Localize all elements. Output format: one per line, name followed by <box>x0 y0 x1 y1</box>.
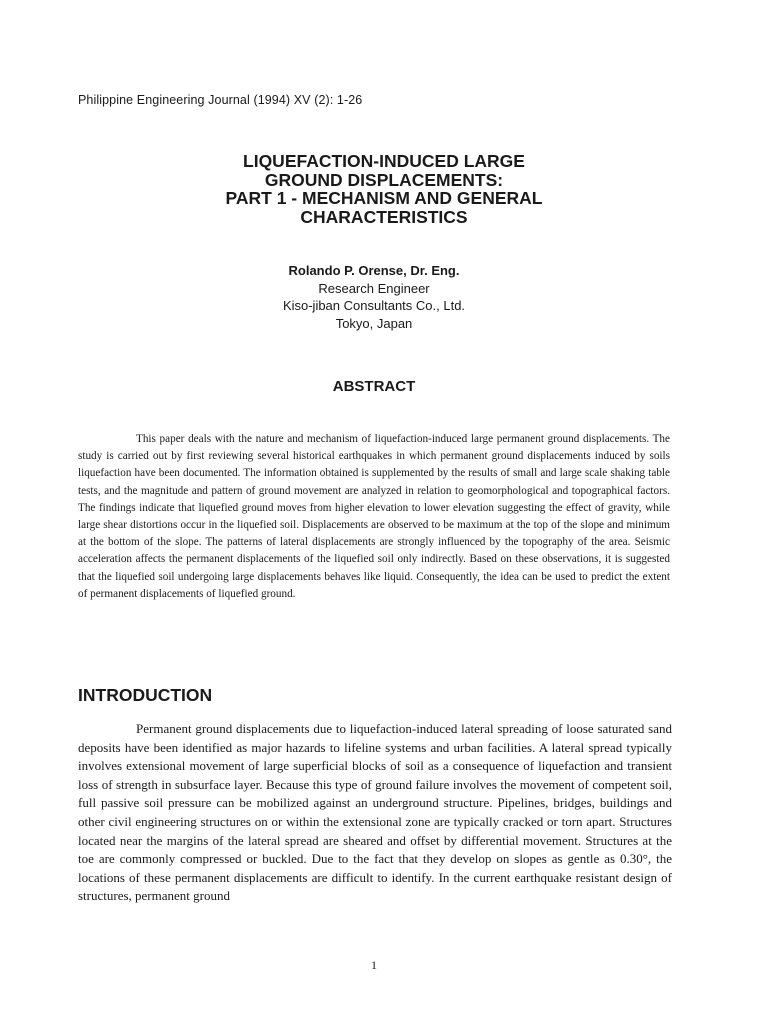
abstract-heading: ABSTRACT <box>332 378 416 395</box>
author-location: Tokyo, Japan <box>335 315 413 331</box>
introduction-heading: INTRODUCTION <box>78 685 213 705</box>
author-affiliation: Kiso-jiban Consultants Co., Ltd. <box>282 298 466 313</box>
introduction-section <box>78 720 672 906</box>
journal-reference: Philippine Engineering Journal (1994) XV (2): 1-26 <box>78 93 363 107</box>
abstract-section <box>78 431 670 603</box>
author-position: Research Engineer <box>318 280 430 296</box>
title-line-1: LIQUEFACTION-INDUCED LARGE <box>243 151 525 171</box>
author-name: Rolando P. Orense, Dr. Eng. <box>288 263 460 278</box>
abstract-paragraph: This paper deals with the nature and mechanism of liquefaction-induced large permanent ground displacements. The study is carried out by first reviewing several historical earthquakes in which permanent ground displacements induced by soils liquefaction have been documented. The information obtained is supplemented by the results of small and large scale shaking table tests, and the magnitude and pattern of ground movement are analyzed in relation to geomorphological and topographical factors. The findings indicate that liquefied ground moves from higher elevation to lower elevation suggesting the effect of gravity, while large shear distortions occur in the liquefied soil. Displacements are observed to be maximum at the top of the slope and minimum at the bottom of the slope. The patterns of lateral displacements are strongly influenced by the topography of the area. Seismic acceleration affects the permanent displacements of the liquefied soil only indirectly. Based on these observations, it is suggested that the liquefied soil undergoing large displacements behaves like liquid. Consequently, the idea can be used to predict the extent of permanent displacements of liquefied ground. <box>78 433 670 600</box>
title-line-3: PART 1 - MECHANISM AND GENERAL <box>225 188 543 208</box>
paper-title <box>0 152 768 226</box>
page-number: 1 <box>371 958 377 972</box>
author-block <box>0 262 748 332</box>
title-line-4: CHARACTERISTICS <box>300 206 468 227</box>
introduction-paragraph: Permanent ground displacements due to liquefaction-induced lateral spreading of loose saturated sand deposits have been identified as major hazards to lifeline systems and urban facilities. A lateral spread typically involves extensional movement of large superficial blocks of soil as a consequence of liquefaction and transient loss of strength in subsurface layer. Because this type of ground failure involves the movement of competent soil, full passive soil pressure can be mobilized against an underground structure. Pipelines, bridges, buildings and other civil engineering structures on or within the extensional zone are typically cracked or torn apart. Structures located near the margins of the lateral spread are sheared and offset by differential movement. Structures at the toe are commonly compressed or buckled. Due to the fact that they develop on slopes as gentle as 0.30°, the locations of these permanent displacements are difficult to identify. In the current earthquake resistant design of structures, permanent ground <box>78 721 672 904</box>
title-line-2: GROUND DISPLACEMENTS: <box>264 169 504 190</box>
